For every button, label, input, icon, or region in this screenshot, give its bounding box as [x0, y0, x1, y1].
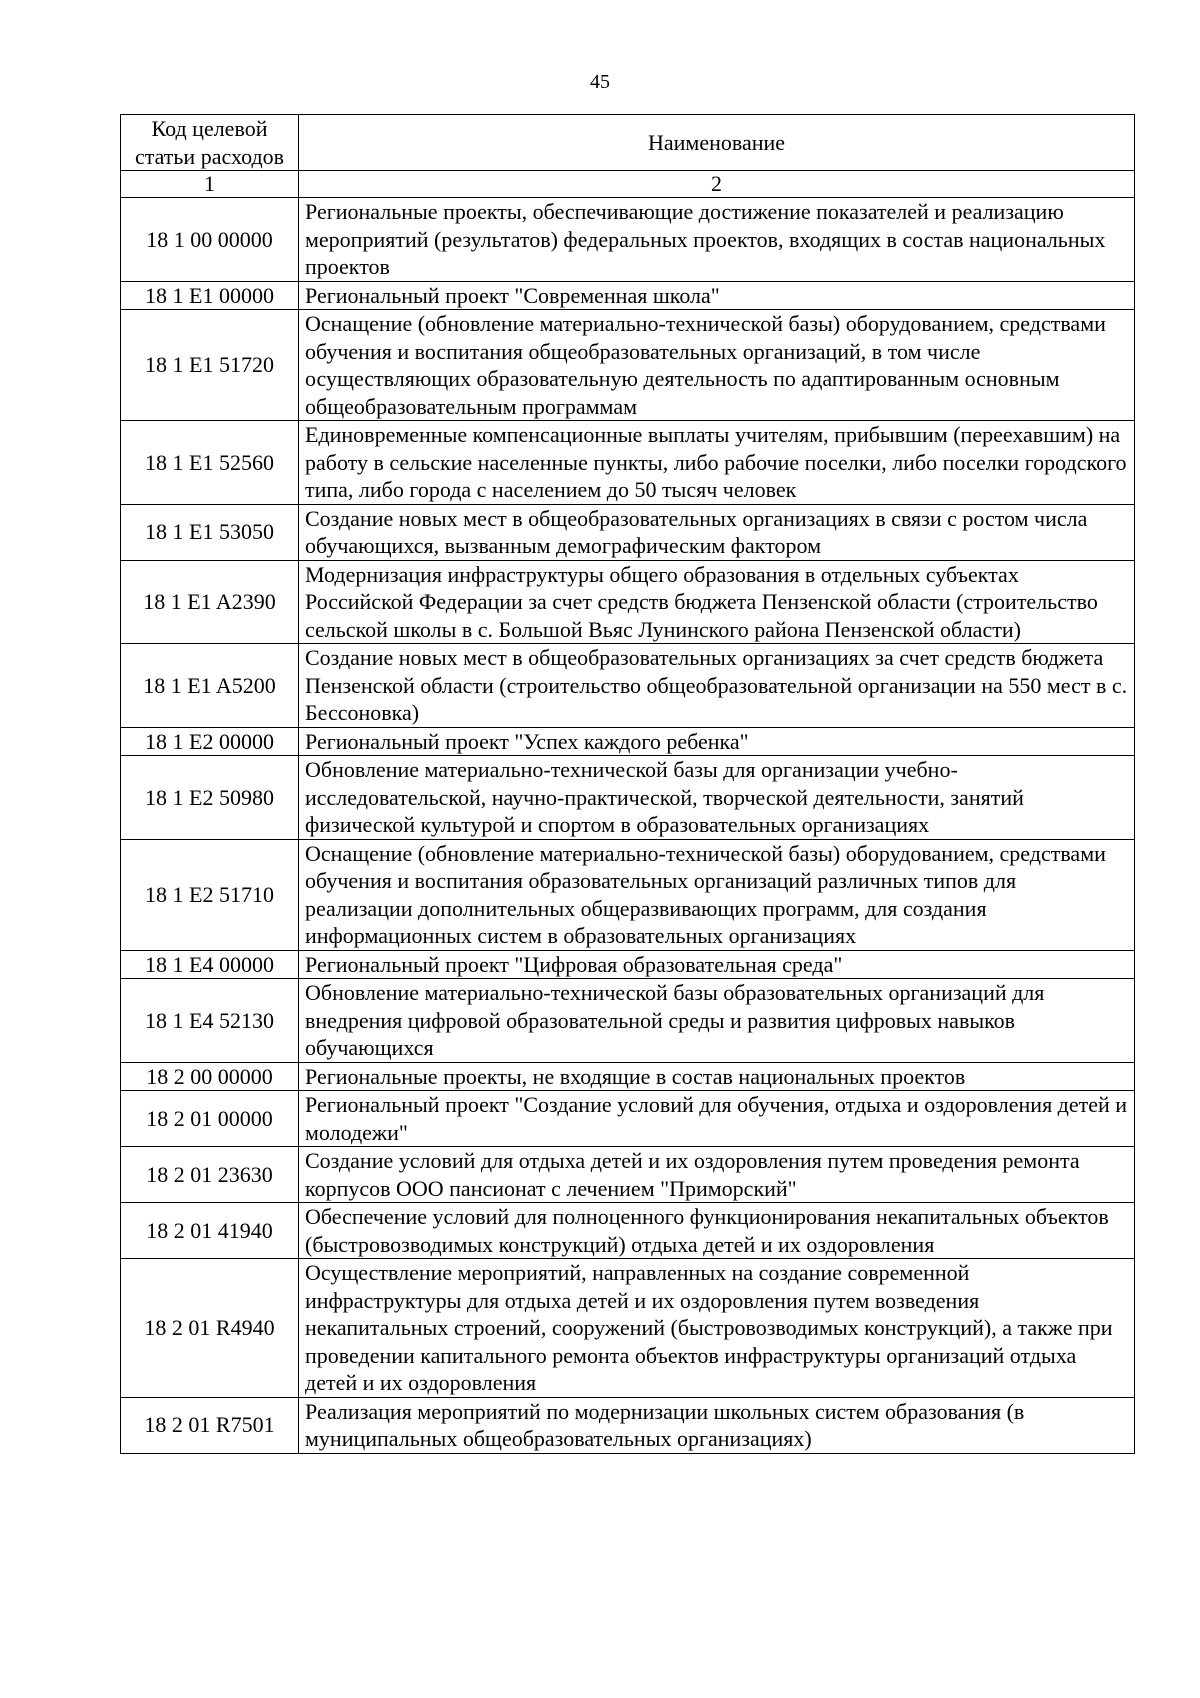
- expense-name: Создание новых мест в общеобразовательных организациях за счет средств бюджета Пензенской области (строительство общеобразовательной организации на 550 мест в с. Бессоновка): [299, 644, 1135, 728]
- table-row: [121, 504, 1135, 560]
- table-row: [121, 1062, 1135, 1091]
- expense-code: 18 2 00 00000: [121, 1062, 299, 1091]
- table-row: [121, 1147, 1135, 1203]
- expense-name: Региональные проекты, обеспечивающие достижение показателей и реализацию мероприятий (результатов) федеральных проектов, входящих в состав национальных проектов: [299, 198, 1135, 282]
- table-row: [121, 727, 1135, 756]
- column-number-code: 1: [121, 171, 299, 198]
- page-number: 45: [590, 71, 610, 93]
- table-row: [121, 1203, 1135, 1259]
- table-row: [121, 1259, 1135, 1398]
- expense-code: 18 2 01 41940: [121, 1203, 299, 1259]
- table-row: [121, 198, 1135, 282]
- budget-classification-table: [120, 114, 1135, 1454]
- header-code: Код целевой статьи расходов: [121, 115, 299, 171]
- column-number-name: 2: [299, 171, 1135, 198]
- table-row: [121, 1091, 1135, 1147]
- header-name: Наименование: [299, 115, 1135, 171]
- expense-name: Оснащение (обновление материально-технической базы) оборудованием, средствами обучения и воспитания общеобразовательных организаций, в том числе осуществляющих образовательную деятельность по адаптированным основным общеобразовательным программам: [299, 310, 1135, 421]
- expense-code: 18 1 E4 52130: [121, 979, 299, 1063]
- expense-code: 18 1 E2 00000: [121, 727, 299, 756]
- expense-code: 18 2 01 00000: [121, 1091, 299, 1147]
- table-row: [121, 310, 1135, 421]
- table-body: [121, 198, 1135, 1454]
- expense-code: 18 1 00 00000: [121, 198, 299, 282]
- expense-code: 18 1 E2 51710: [121, 839, 299, 950]
- table-row: [121, 281, 1135, 310]
- column-number-row: [121, 171, 1135, 198]
- table-row: [121, 979, 1135, 1063]
- table-row: [121, 644, 1135, 728]
- expense-name: Осуществление мероприятий, направленных на создание современной инфраструктуры для отдыха детей и их оздоровления путем возведения некапитальных строений, сооружений (быстровозводимых конструкций), а также при проведении капитального ремонта объектов инфраструктуры организаций отдыха детей и их оздоровления: [299, 1259, 1135, 1398]
- expense-name: Создание новых мест в общеобразовательных организациях в связи с ростом числа обучающихся, вызванным демографическим фактором: [299, 504, 1135, 560]
- expense-code: 18 2 01 23630: [121, 1147, 299, 1203]
- expense-name: Оснащение (обновление материально-технической базы) оборудованием, средствами обучения и воспитания образовательных организаций различных типов для реализации дополнительных общеразвивающих программ, для создания информационных систем в образовательных организациях: [299, 839, 1135, 950]
- expense-name: Обновление материально-технической базы образовательных организаций для внедрения цифровой образовательной среды и развития цифровых навыков обучающихся: [299, 979, 1135, 1063]
- expense-name: Региональные проекты, не входящие в состав национальных проектов: [299, 1062, 1135, 1091]
- expense-name: Региональный проект "Создание условий для обучения, отдыха и оздоровления детей и молодежи": [299, 1091, 1135, 1147]
- table-row: [121, 421, 1135, 505]
- table-header-row: [121, 115, 1135, 171]
- table-row: [121, 756, 1135, 840]
- expense-code: 18 1 E1 A2390: [121, 560, 299, 644]
- expense-code: 18 1 E2 50980: [121, 756, 299, 840]
- table-row: [121, 1397, 1135, 1453]
- expense-code: 18 2 01 R4940: [121, 1259, 299, 1398]
- expense-code: 18 1 E1 52560: [121, 421, 299, 505]
- expense-code: 18 1 E1 A5200: [121, 644, 299, 728]
- expense-name: Обеспечение условий для полноценного функционирования некапитальных объектов (быстровозводимых конструкций) отдыха детей и их оздоровления: [299, 1203, 1135, 1259]
- expense-name: Единовременные компенсационные выплаты учителям, прибывшим (переехавшим) на работу в сельские населенные пункты, либо рабочие поселки, либо поселки городского типа, либо города с населением до 50 тысяч человек: [299, 421, 1135, 505]
- expense-name: Региональный проект "Современная школа": [299, 281, 1135, 310]
- expense-name: Обновление материально-технической базы для организации учебно-исследовательской, научно-практической, творческой деятельности, занятий физической культурой и спортом в образовательных организациях: [299, 756, 1135, 840]
- table-row: [121, 839, 1135, 950]
- expense-name: Региональный проект "Успех каждого ребенка": [299, 727, 1135, 756]
- expense-name: Реализация мероприятий по модернизации школьных систем образования (в муниципальных общеобразовательных организациях): [299, 1397, 1135, 1453]
- expense-code: 18 1 E1 00000: [121, 281, 299, 310]
- expense-code: 18 1 E4 00000: [121, 950, 299, 979]
- table-row: [121, 560, 1135, 644]
- expense-name: Модернизация инфраструктуры общего образования в отдельных субъектах Российской Федерации за счет средств бюджета Пензенской области (строительство сельской школы в с. Большой Вьяс Лунинского района Пензенской области): [299, 560, 1135, 644]
- expense-code: 18 1 E1 51720: [121, 310, 299, 421]
- expense-code: 18 1 E1 53050: [121, 504, 299, 560]
- table-row: [121, 950, 1135, 979]
- expense-name: Региональный проект "Цифровая образовательная среда": [299, 950, 1135, 979]
- expense-name: Создание условий для отдыха детей и их оздоровления путем проведения ремонта корпусов ООО пансионат с лечением "Приморский": [299, 1147, 1135, 1203]
- expense-code: 18 2 01 R7501: [121, 1397, 299, 1453]
